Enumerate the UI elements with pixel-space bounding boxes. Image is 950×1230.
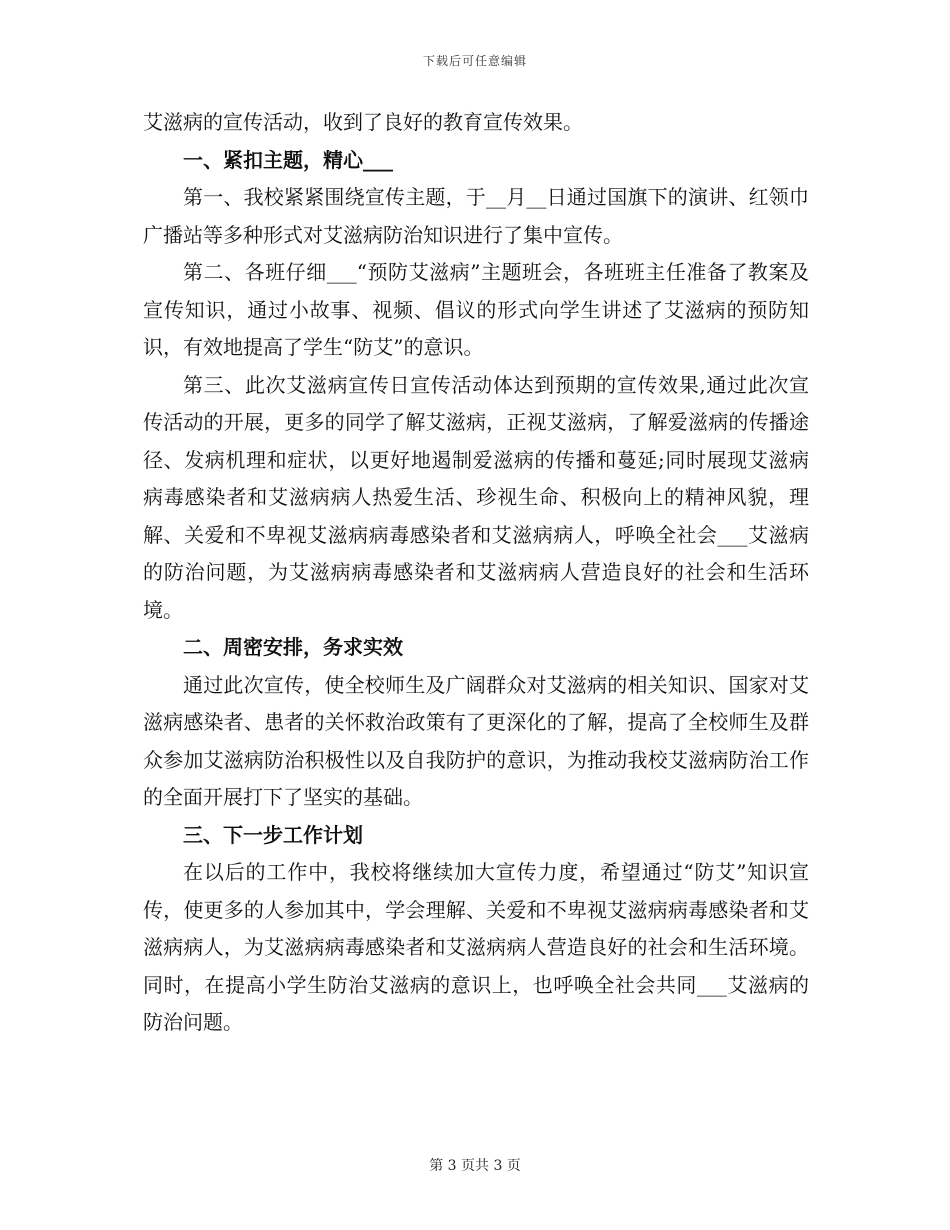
paragraph-next-plan: 在以后的工作中，我校将继续加大宣传力度，希望通过“防艾”知识宣传，使更多的人参加其中，学会理解、关爱和不卑视艾滋病病毒感染者和艾滋病病人，为艾滋病病毒感染者和艾滋病病人营造良好的社会和生活环境。同时，在提高小学生防治艾滋病的意识上，也呼唤全社会共同___艾滋病的防治问题。: [143, 860, 809, 1034]
page-number-footer: 第 3 页共 3 页: [429, 1158, 521, 1174]
paragraph-first-point: 第一、我校紧紧围绕宣传主题，于__月__日通过国旗下的演讲、红领巾广播站等多种形式对艾滋病防治知识进行了集中宣传。: [143, 185, 809, 247]
paragraph-arrangement: 通过此次宣传，使全校师生及广阔群众对艾滋病的相关知识、国家对艾滋病感染者、患者的关怀救治政策有了更深化的了解，提高了全校师生及群众参加艾滋病防治积极性以及自我防护的意识，为推动我校艾滋病防治工作的全面开展打下了坚实的基础。: [143, 672, 809, 809]
paragraph-third-point: 第三、此次艾滋病宣传日宣传活动体达到预期的宣传效果,通过此次宣传活动的开展，更多的同学了解艾滋病，正视艾滋病，了解爱滋病的传播途径、发病机理和症状，以更好地遏制爱滋病的传播和蔓延;同时展现艾滋病病毒感染者和艾滋病病人热爱生活、珍视生命、积极向上的精神风貌，理解、关爱和不卑视艾滋病病毒感染者和艾滋病病人，呼唤全社会___艾滋病的防治问题，为艾滋病病毒感染者和艾滋病病人营造良好的社会和生活环境。: [143, 372, 809, 622]
section-heading-1: 一、紧扣主题，精心___: [183, 147, 393, 172]
document-body: [143, 104, 809, 1042]
section-heading-2: 二、周密安排，务求实效: [183, 635, 403, 659]
paragraph-intro-continuation: 艾滋病的宣传活动，收到了良好的教育宣传效果。: [143, 110, 583, 134]
section-heading-3: 三、下一步工作计划: [183, 822, 363, 847]
page-header-note: 下载后可任意编辑: [422, 54, 527, 68]
paragraph-second-point: 第二、各班仔细___“预防艾滋病”主题班会，各班班主任准备了教案及宣传知识，通过小故事、视频、倡议的形式向学生讲述了艾滋病的预防知识，有效地提高了学生“防艾”的意识。: [143, 260, 809, 359]
